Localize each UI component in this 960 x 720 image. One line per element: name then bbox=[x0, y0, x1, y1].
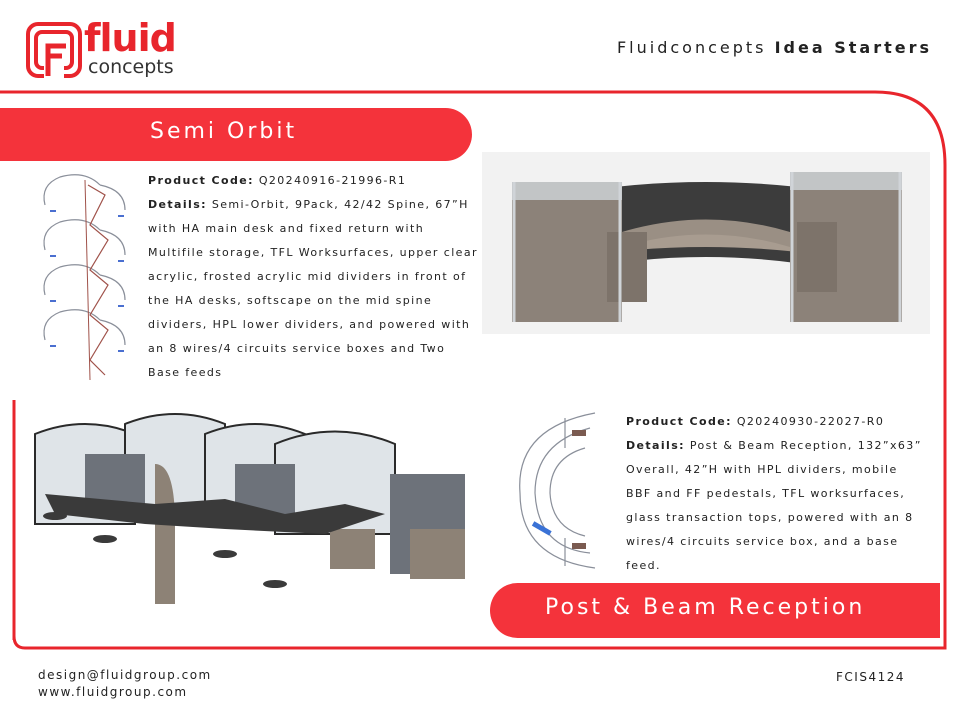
section-1-title: Semi Orbit bbox=[150, 119, 298, 144]
header-prefix: Fluidconcepts bbox=[616, 38, 767, 57]
section-1-banner bbox=[0, 108, 472, 161]
footer-email[interactable]: design@fluidgroup.com bbox=[38, 668, 212, 682]
footer-contact bbox=[38, 667, 212, 701]
section-2-title: Post & Beam Reception bbox=[545, 595, 866, 620]
semi-orbit-workstation-render bbox=[25, 404, 485, 608]
header-title bbox=[617, 38, 932, 57]
logo-word-fluid: fluid bbox=[84, 16, 176, 60]
section-2-banner bbox=[490, 583, 940, 638]
section-2-code-value: Q20240930-22027-R0 bbox=[736, 415, 885, 428]
section-1-code-value: Q20240916-21996-R1 bbox=[258, 174, 407, 187]
logo-mark-icon bbox=[26, 22, 82, 78]
section-1-details-text: Semi-Orbit, 9Pack, 42/42 Spine, 67”H with HA main desk and fixed return with Multifile storage, TFL Worksurfaces, upper clear acrylic, frosted acrylic mid dividers in front of the HA desks, softscape on the mid spine dividers, HPL lower dividers, and powered with an 8 wires/4 circuits service boxes and Two Base feeds bbox=[148, 198, 478, 379]
section-2-details-label: Details: bbox=[626, 439, 685, 452]
logo-word-concepts: concepts bbox=[88, 56, 174, 78]
section-1-code-label: Product Code: bbox=[148, 174, 254, 187]
fluid-concepts-logo bbox=[26, 16, 186, 82]
section-2-code-label: Product Code: bbox=[626, 415, 732, 428]
section-2-description bbox=[626, 410, 926, 578]
reception-desk-render bbox=[482, 152, 930, 334]
footer-doc-code: FCIS4124 bbox=[836, 670, 905, 684]
section-2-details-text: Post & Beam Reception, 132”x63” Overall, 42”H with HPL dividers, mobile BBF and FF pedestals, TFL worksurfaces, glass transaction tops, powered with an 8 wires/4 circuits service box, and a base feed. bbox=[626, 439, 922, 572]
section-1-description bbox=[148, 169, 478, 385]
footer-website[interactable]: www.fluidgroup.com bbox=[38, 685, 188, 699]
semi-orbit-floor-plan bbox=[30, 165, 140, 385]
post-beam-floor-plan bbox=[510, 408, 615, 573]
header-bold: Idea Starters bbox=[774, 38, 932, 57]
section-1-details-label: Details: bbox=[148, 198, 207, 211]
